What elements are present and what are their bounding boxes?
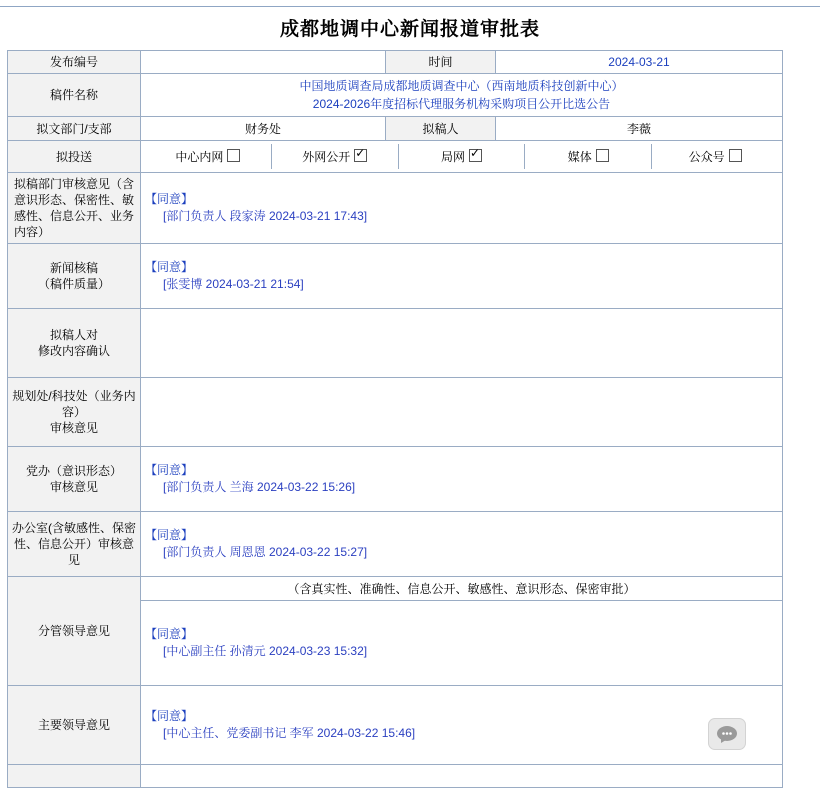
page-top-divider	[0, 0, 820, 7]
table-row-party-review	[8, 447, 783, 512]
main-leader-agree-text: 【同意】	[145, 709, 194, 723]
office-review-signature: [部门负责人 周恩恩 2024-03-22 15:27]	[163, 545, 368, 559]
doc-name-value[interactable]	[141, 74, 783, 117]
dept-value: 财务处	[141, 117, 386, 141]
doc-name-line-2: 2024-2026年度招标代理服务机构采购项目公开比选公告	[312, 97, 611, 111]
planning-review-label	[8, 378, 141, 447]
send-option-public-label: 外网公开	[302, 150, 351, 164]
leader-signature: [中心副主任 孙清元 2024-03-23 15:32]	[163, 644, 368, 658]
drafter-confirm-opinion[interactable]	[141, 309, 783, 378]
news-review-label-line-2: （稿件质量）	[37, 277, 110, 291]
news-review-opinion[interactable]	[141, 244, 783, 309]
party-review-agree-text: 【同意】	[145, 463, 194, 477]
party-review-label-line-2: 审核意见	[49, 480, 98, 494]
table-row-cutoff	[8, 765, 783, 788]
leader-opinion-note: （含真实性、准确性、信息公开、敏感性、意识形态、保密审批）	[141, 577, 783, 601]
drafter-label: 拟稿人	[386, 117, 496, 141]
send-option-media[interactable]	[525, 144, 652, 169]
leader-opinion-cell[interactable]	[141, 601, 783, 686]
party-review-opinion[interactable]	[141, 447, 783, 512]
doc-name-label: 稿件名称	[8, 74, 141, 117]
send-option-wechat-checkbox[interactable]	[729, 149, 742, 162]
news-review-label-line-1: 新闻核稿	[49, 261, 98, 275]
time-label: 时间	[386, 51, 496, 74]
office-review-opinion[interactable]	[141, 512, 783, 577]
table-row-leader-note	[8, 577, 783, 601]
send-option-public-checkbox[interactable]	[354, 149, 367, 162]
leader-agree-text: 【同意】	[145, 627, 194, 641]
time-value: 2024-03-21	[496, 51, 783, 74]
table-row-planning-review	[8, 378, 783, 447]
drafter-confirm-label-line-1: 拟稿人对	[49, 328, 98, 342]
send-option-intranet-label: 中心内网	[175, 150, 224, 164]
news-review-signature: [张雯博 2024-03-21 21:54]	[163, 277, 304, 291]
send-label: 拟投送	[8, 141, 141, 173]
table-row-main-leader-opinion	[8, 686, 783, 765]
chat-bubble-icon[interactable]	[708, 718, 746, 750]
dept-label: 拟文部门/支部	[8, 117, 141, 141]
publish-no-value[interactable]	[141, 51, 386, 74]
party-review-signature: [部门负责人 兰海 2024-03-22 15:26]	[163, 480, 356, 494]
table-row-dept	[8, 117, 783, 141]
news-review-label	[8, 244, 141, 309]
table-row-send-targets	[8, 141, 783, 173]
planning-review-label-line-2: 审核意见	[49, 421, 98, 435]
drafter-value: 李薇	[496, 117, 783, 141]
page-title: 成都地调中心新闻报道审批表	[279, 19, 540, 40]
draft-review-opinion[interactable]	[141, 173, 783, 244]
doc-name-line-1: 中国地质调查局成都地质调查中心（西南地质科技创新中心）	[299, 79, 624, 93]
send-option-wechat-label: 公众号	[688, 150, 725, 164]
send-option-bureau-checkbox[interactable]	[469, 149, 482, 162]
table-row-publish-no	[8, 51, 783, 74]
publish-no-label: 发布编号	[8, 51, 141, 74]
main-leader-opinion-label: 主要领导意见	[8, 686, 141, 765]
table-row-news-review	[8, 244, 783, 309]
send-option-media-checkbox[interactable]	[596, 149, 609, 162]
main-leader-signature: [中心主任、党委副书记 李军 2024-03-22 15:46]	[163, 726, 416, 740]
send-option-media-label: 媒体	[567, 150, 592, 164]
send-option-wechat[interactable]	[652, 144, 778, 169]
send-option-intranet-checkbox[interactable]	[227, 149, 240, 162]
planning-review-label-line-1: 规划处/科技处（业务内容）	[12, 389, 136, 419]
send-option-public[interactable]	[272, 144, 399, 169]
drafter-confirm-label-line-2: 修改内容确认	[37, 344, 110, 358]
draft-review-agree-text: 【同意】	[145, 192, 194, 206]
send-options-cell	[141, 141, 783, 173]
table-row-draft-review	[8, 173, 783, 244]
cutoff-cell	[141, 765, 783, 788]
draft-review-signature: [部门负责人 段家涛 2024-03-21 17:43]	[163, 209, 368, 223]
send-option-bureau-label: 局网	[440, 150, 465, 164]
office-review-agree-text: 【同意】	[145, 528, 194, 542]
draft-review-label: 拟稿部门审核意见（含意识形态、保密性、敏感性、信息公开、业务内容）	[8, 173, 141, 244]
planning-review-opinion[interactable]	[141, 378, 783, 447]
send-option-bureau[interactable]	[399, 144, 526, 169]
table-row-office-review	[8, 512, 783, 577]
news-review-agree-text: 【同意】	[145, 260, 194, 274]
party-review-label-line-1: 党办（意识形态）	[25, 464, 122, 478]
table-row-doc-name	[8, 74, 783, 117]
office-review-label: 办公室(含敏感性、保密性、信息公开）审核意见	[8, 512, 141, 577]
leader-opinion-label: 分管领导意见	[8, 577, 141, 686]
party-review-label	[8, 447, 141, 512]
cutoff-label	[8, 765, 141, 788]
main-leader-opinion-cell[interactable]	[141, 686, 783, 765]
send-option-intranet[interactable]	[145, 144, 272, 169]
approval-form-table	[7, 50, 783, 788]
drafter-confirm-label	[8, 309, 141, 378]
table-row-drafter-confirm	[8, 309, 783, 378]
